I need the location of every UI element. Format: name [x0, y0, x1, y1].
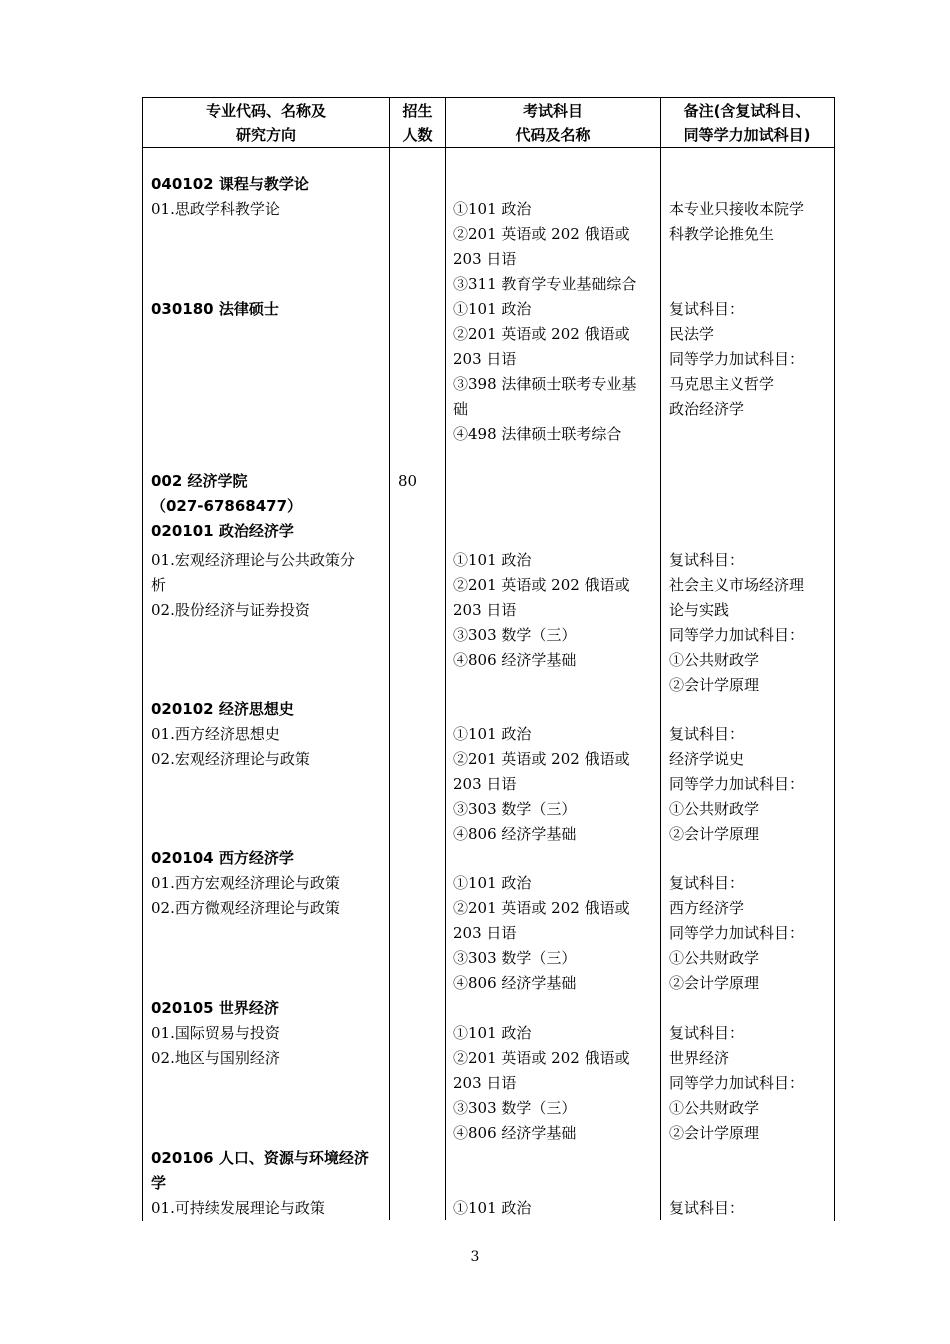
header-major-line1: 专业代码、名称及: [205, 101, 326, 120]
exam-subject: ②201 英语或 202 俄语或: [453, 1049, 630, 1067]
research-direction: 01.西方经济思想史: [151, 725, 280, 743]
exam-subject: 础: [453, 400, 469, 418]
research-direction: 01.宏观经济理论与公共政策分: [151, 551, 355, 569]
note-line: 本专业只接收本院学: [669, 200, 805, 218]
note-line: 经济学说史: [669, 750, 745, 768]
research-direction: 02.宏观经济理论与政策: [151, 750, 310, 768]
major-title: 020106 人口、资源与环境经济: [151, 1149, 369, 1167]
exam-subject: 203 日语: [453, 924, 517, 942]
header-notes-line2: 同等学力加试科目): [683, 125, 811, 144]
exam-subject: ③303 数学（三）: [453, 626, 577, 644]
research-direction: 01.可持续发展理论与政策: [151, 1199, 325, 1217]
header-enrollment-line1: 招生: [402, 101, 433, 120]
major-title-continued: 学: [151, 1174, 167, 1192]
exam-subject: ③311 教育学专业基础综合: [453, 275, 637, 293]
exam-subject: ③303 数学（三）: [453, 949, 577, 967]
note-line: ②会计学原理: [669, 974, 760, 992]
exam-subject: ②201 英语或 202 俄语或: [453, 899, 630, 917]
school-title: 002 经济学院: [151, 472, 248, 490]
exam-subject: ③303 数学（三）: [453, 1099, 577, 1117]
note-line: 复试科目：: [669, 1199, 745, 1217]
major-title: 020105 世界经济: [151, 999, 279, 1017]
exam-subject: ④498 法律硕士联考综合: [453, 425, 622, 443]
note-line: 同等学力加试科目：: [669, 775, 805, 793]
page-number: 3: [470, 1249, 480, 1265]
research-direction: 02.地区与国别经济: [151, 1049, 280, 1067]
note-line: 复试科目：: [669, 874, 745, 892]
note-line: ②会计学原理: [669, 825, 760, 843]
exam-subject: ①101 政治: [453, 1199, 532, 1217]
research-direction: 01.思政学科教学论: [151, 200, 280, 218]
header-enrollment: [390, 97, 445, 148]
header-enrollment-line2: 人数: [402, 125, 433, 144]
exam-subject: ①101 政治: [453, 874, 532, 892]
exam-subject: ③303 数学（三）: [453, 800, 577, 818]
note-line: ①公共财政学: [669, 1099, 760, 1117]
exam-subject: ④806 经济学基础: [453, 1124, 577, 1142]
column-divider: [389, 97, 390, 1220]
major-title: 020102 经济思想史: [151, 700, 294, 718]
research-direction: 01.国际贸易与投资: [151, 1024, 280, 1042]
header-major-line2: 研究方向: [235, 125, 296, 144]
note-line: ①公共财政学: [669, 949, 760, 967]
note-line: 同等学力加试科目：: [669, 350, 805, 368]
exam-subject: ②201 英语或 202 俄语或: [453, 750, 630, 768]
note-line: 西方经济学: [669, 899, 745, 917]
exam-subject: 203 日语: [453, 601, 517, 619]
note-line: ②会计学原理: [669, 1124, 760, 1142]
note-line: 复试科目：: [669, 300, 745, 318]
research-direction: 01.西方宏观经济理论与政策: [151, 874, 340, 892]
note-line: ①公共财政学: [669, 800, 760, 818]
exam-subject: 203 日语: [453, 775, 517, 793]
exam-subject: ④806 经济学基础: [453, 651, 577, 669]
note-line: 世界经济: [669, 1049, 730, 1067]
exam-subject: 203 日语: [453, 250, 517, 268]
note-line: ①公共财政学: [669, 651, 760, 669]
exam-subject: ①101 政治: [453, 551, 532, 569]
header-exam-line1: 考试科目: [522, 101, 583, 120]
exam-subject: 203 日语: [453, 1074, 517, 1092]
exam-subject: ①101 政治: [453, 725, 532, 743]
note-line: 复试科目：: [669, 551, 745, 569]
exam-subject: 203 日语: [453, 350, 517, 368]
research-direction: 02.西方微观经济理论与政策: [151, 899, 340, 917]
exam-subject: ①101 政治: [453, 1024, 532, 1042]
header-notes-line1: 备注(含复试科目、: [683, 101, 811, 120]
enrollment-count: 80: [398, 472, 418, 490]
header-notes: [661, 97, 833, 148]
note-line: 民法学: [669, 325, 715, 343]
school-phone: （027-67868477）: [151, 497, 303, 515]
exam-subject: ①101 政治: [453, 200, 532, 218]
research-direction: 析: [151, 576, 167, 594]
note-line: 社会主义市场经济理: [669, 576, 805, 594]
note-line: 同等学力加试科目：: [669, 626, 805, 644]
note-line: 马克思主义哲学: [669, 375, 775, 393]
exam-subject: ④806 经济学基础: [453, 974, 577, 992]
header-major: [143, 97, 389, 148]
note-line: 科教学论推免生: [669, 225, 775, 243]
header-exam-line2: 代码及名称: [515, 125, 591, 144]
exam-subject: ②201 英语或 202 俄语或: [453, 325, 630, 343]
column-divider: [660, 97, 661, 1220]
exam-subject: ③398 法律硕士联考专业基: [453, 375, 637, 393]
exam-subject: ④806 经济学基础: [453, 825, 577, 843]
major-title: 030180 法律硕士: [151, 300, 279, 318]
note-line: 论与实践: [669, 601, 730, 619]
research-direction: 02.股份经济与证券投资: [151, 601, 310, 619]
major-title: 020101 政治经济学: [151, 522, 294, 540]
note-line: 同等学力加试科目：: [669, 924, 805, 942]
major-title: 020104 西方经济学: [151, 849, 294, 867]
note-line: 同等学力加试科目：: [669, 1074, 805, 1092]
exam-subject: ①101 政治: [453, 300, 532, 318]
exam-subject: ②201 英语或 202 俄语或: [453, 225, 630, 243]
exam-subject: ②201 英语或 202 俄语或: [453, 576, 630, 594]
major-title: 040102 课程与教学论: [151, 175, 309, 193]
note-line: 复试科目：: [669, 1024, 745, 1042]
note-line: 复试科目：: [669, 725, 745, 743]
note-line: ②会计学原理: [669, 676, 760, 694]
header-exam: [446, 97, 660, 148]
column-divider: [445, 97, 446, 1220]
note-line: 政治经济学: [669, 400, 745, 418]
